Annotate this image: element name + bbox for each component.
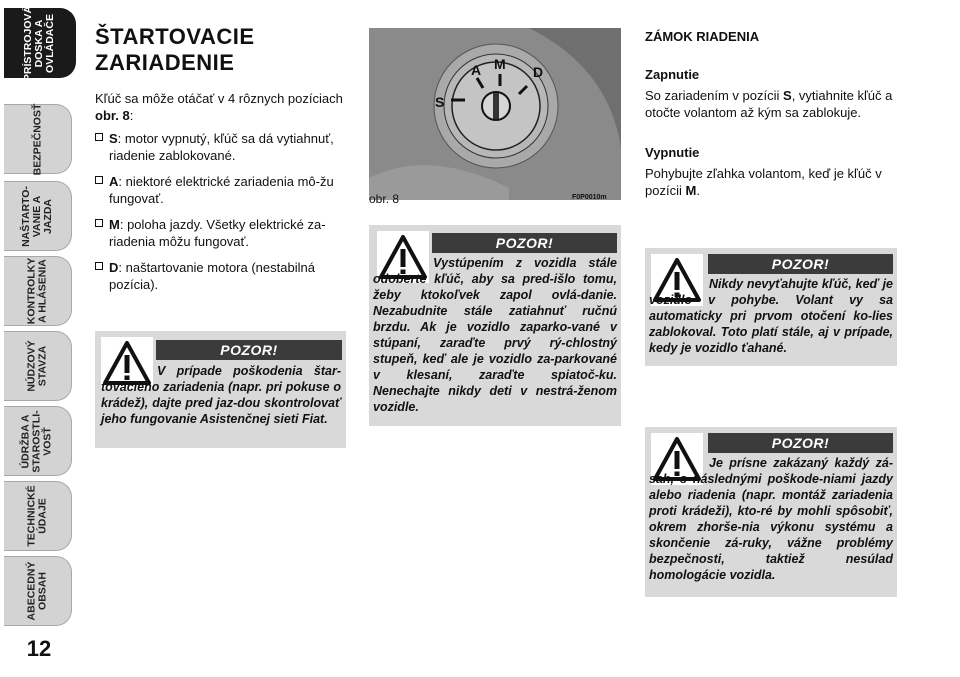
checkbox-bullet-icon bbox=[95, 133, 103, 141]
chapter-tabs bbox=[0, 0, 80, 677]
checkbox-bullet-icon bbox=[95, 219, 103, 227]
tab-pristrojova-doska[interactable]: PRÍSTROJOVÁ DOSKA A OVLÁDAČE bbox=[4, 8, 76, 78]
ignition-lock-figure: S A M D bbox=[369, 28, 621, 200]
warning-box-moving-vehicle: POZOR! Nikdy nevyťahujte kľúč, keď je vozidlo v pohybe. Volant vy sa automaticky pri prvom otočení ko-lies zablokoval. Toto platí stále, aj v prípade, kedy je vozidlo ťahané. bbox=[645, 248, 897, 366]
tab-nastartovanie[interactable]: NAŠTARTO- VANIE A JAZDA bbox=[4, 181, 72, 251]
steering-lock-title: ZÁMOK RIADENIA bbox=[645, 29, 760, 44]
off-paragraph: Pohybujte zľahka volantom, keď je kľúč v pozícii M. bbox=[645, 166, 882, 198]
tab-udrzba[interactable]: ÚDRŽBA A STAROSTLI- VOSŤ bbox=[4, 406, 72, 476]
key-positions-list bbox=[95, 130, 350, 302]
on-heading: Zapnutie bbox=[645, 67, 700, 82]
warning-box-damage: POZOR! V prípade poškodenia štar-tovacieho zariadenia (napr. pri pokuse o krádež), dajte pred jaz-dou skontrolovať jeho fungovanie Asistenčnej sieti Fiat. bbox=[95, 331, 346, 448]
on-paragraph: So zariadením v pozícii S, vytiahnite kľúč a otočte volantom až kým sa zablokuje. bbox=[645, 88, 893, 120]
section-heading: ŠTARTOVACIE ZARIADENIE bbox=[95, 24, 255, 75]
checkbox-bullet-icon bbox=[95, 262, 103, 270]
tab-kontrolky[interactable]: KONTROLKY A HLÁSENIA bbox=[4, 256, 72, 326]
warning-label: POZOR! bbox=[708, 254, 893, 274]
tab-bezpecnost[interactable]: BEZPEČNOSŤ bbox=[4, 104, 72, 174]
warning-label: POZOR! bbox=[432, 233, 617, 253]
ignition-lock-illustration bbox=[369, 28, 621, 200]
warning-label: POZOR! bbox=[156, 340, 342, 360]
figure-code: F0P0010m bbox=[572, 194, 607, 201]
list-item: A: niektoré elektrické zariadenia mô-žu fungovať. bbox=[95, 173, 350, 207]
tab-technicke-udaje[interactable]: TECHNICKÉ ÚDAJE bbox=[4, 481, 72, 551]
warning-box-key-removal: POZOR! Vystúpením z vozidla stále odoberte kľúč, aby sa pred-išlo tomu, žeby ktokoľvek zapol ovlá-danie. Nezabudnite stále zatiahnuť ručnú brzdu. Ak je vozidlo zaparko-vané v stúpaní, zaraďte prvý rý-chlostný stupeň, keď ale je vozidlo za-parkované v klesaní, zaraďte spiatoč-ku. Nenechajte nikdy deti v nestrá-ženom vozidle. bbox=[369, 225, 621, 426]
list-item: D: naštartovanie motora (nestabilná pozícia). bbox=[95, 259, 350, 293]
list-item: M: poloha jazdy. Všetky elektrické za-riadenia môžu fungovať. bbox=[95, 216, 350, 250]
intro-paragraph: Kľúč sa môže otáčať v 4 rôznych pozíciach obr. 8: bbox=[95, 91, 343, 123]
page-number: 12 bbox=[26, 636, 52, 661]
warning-label: POZOR! bbox=[708, 433, 893, 453]
warning-box-tampering: POZOR! Je prísne zakázaný každý zá-sah, s následnými poškode-niami jazdy alebo riadenia (napr. montáž zariadenia proti krádeži), kto-ré by mohli spôsobiť, okrem zhorše-nia výkonu systému a skončenie zá-ruky, vážne problémy bezpečnosti, taktiež nesúlad homologácie vozidla. bbox=[645, 427, 897, 597]
list-item: S: motor vypnutý, kľúč sa dá vytiahnuť, riadenie zablokované. bbox=[95, 130, 350, 164]
off-heading: Vypnutie bbox=[645, 145, 700, 160]
checkbox-bullet-icon bbox=[95, 176, 103, 184]
tab-abecedny-obsah[interactable]: ABECEDNÝ OBSAH bbox=[4, 556, 72, 626]
figure-caption: obr. 8 bbox=[369, 192, 400, 206]
tab-nudzovy-stav[interactable]: NÚDZOVÝ STAVZA bbox=[4, 331, 72, 401]
